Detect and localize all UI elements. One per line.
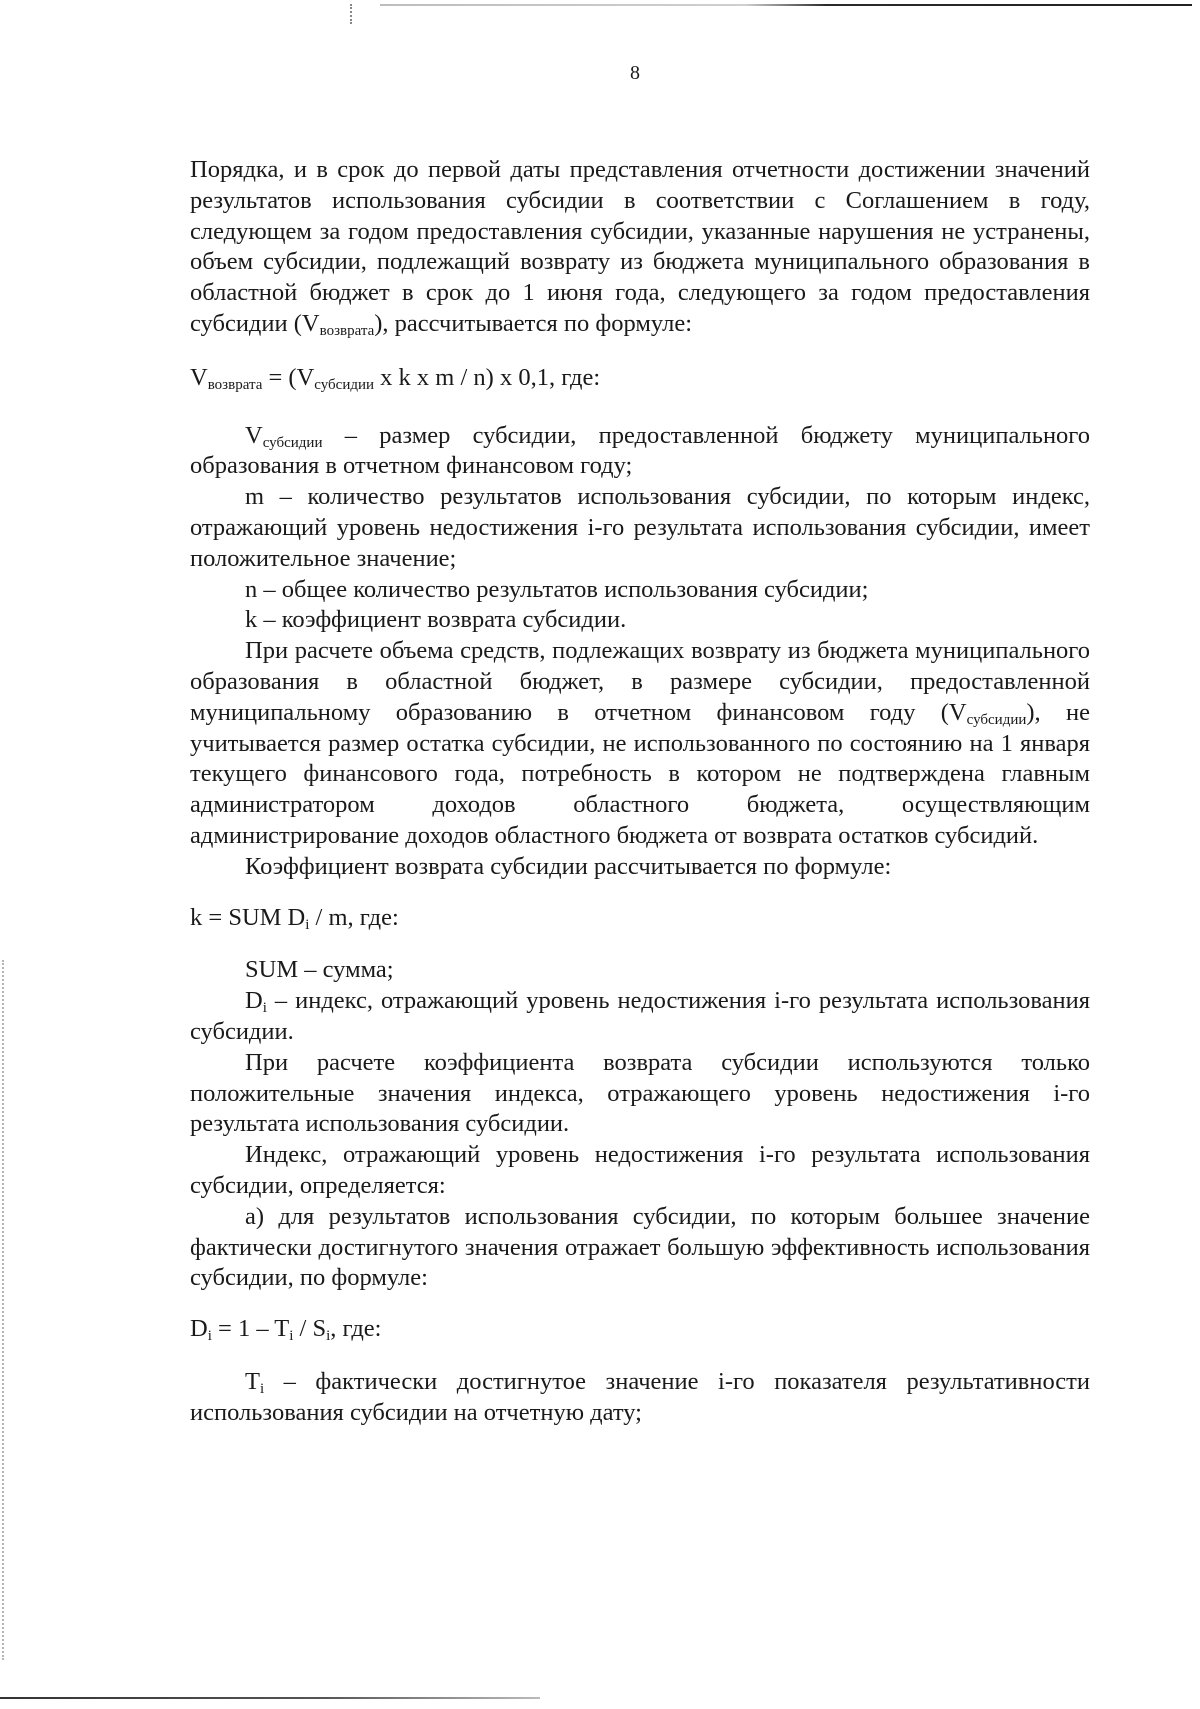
formula-return-volume: $V_{возврата} = (V_{субсидии}$ x k x m / n) x 0,1, где: [190,363,601,393]
definition-k: k – коэффициент возврата субсидии. [245,606,627,634]
paragraph-coefficient-intro: Коэффициент возврата субсидии рассчитывается по формуле: [245,852,892,880]
paragraph-calculation-note: При расчете объема средств, подлежащих возврату из бюджета муниципального образования в областной бюджет, в размере субсидии, предоставленной муниципальному образованию в отчетном финансовом году $(V_{субсидии})$, не учитывается размер остатка субсидии, не использованного по состоянию на 1 января текущего финансового года, потребность в котором не подтверждена главным администратором доходов областного бюджета, осуществляющим администрирование доходов областного бюджета от возврата остатков субсидий. [190,637,1090,849]
definition-sum: SUM – сумма; [245,956,394,984]
definition-v-subsidy: $V_{субсидии}$ – размер субсидии, предоставленной бюджету муниципального образования в отчетном финансовом году; [190,421,1090,480]
formula-index: $D_i = 1 - T_i / S_i$, где: [190,1315,382,1345]
formula-coefficient: k = SUM $D_i$ / m, где: [190,903,399,933]
scan-artifact-bottom-line [0,1697,540,1699]
scan-artifact-left-speckles [2,960,8,1660]
scan-artifact-marks [350,4,356,24]
definition-t: $T_i$ – фактически достигнутое значение i-го показателя результативности использования субсидии на отчетную дату; [190,1367,1090,1426]
document-body [190,155,1090,1428]
paragraph-case-a: а) для результатов использования субсидии, по которым большее значение фактически достигнутого значения отражает большую эффективность использования субсидии, по формуле: [190,1202,1090,1292]
paragraph-index-determined: Индекс, отражающий уровень недостижения i-го результата использования субсидии, определяется: [190,1141,1090,1199]
scan-artifact-top-line [380,4,1192,6]
definition-n: n – общее количество результатов использования субсидии; [245,575,869,603]
definition-d-index: $D_i$ – индекс, отражающий уровень недостижения i-го результата использования субсидии. [190,987,1090,1045]
definition-m: m – количество результатов использования субсидии, по которым индекс, отражающий уровень недостижения i-го результата использования субсидии, имеет положительное значение; [190,483,1090,572]
page-number: 8 [630,62,640,84]
paragraph-intro: Порядка, и в срок до первой даты представления отчетности достижении значений результатов использования субсидии в соответствии с Соглашением в году, следующем за годом предоставления субсидии, указанные нарушения не устранены, объем субсидии, подлежащий возврату из бюджета муниципального образования в областной бюджет в срок до 1 июня года, следующего за годом предоставления субсидии $(V_{возврата})$, рассчитывается по формуле: [190,156,1090,339]
paragraph-positive-values: При расчете коэффициента возврата субсидии используются только положительные значения индекса, отражающего уровень недостижения i-го результата использования субсидии. [190,1048,1090,1138]
